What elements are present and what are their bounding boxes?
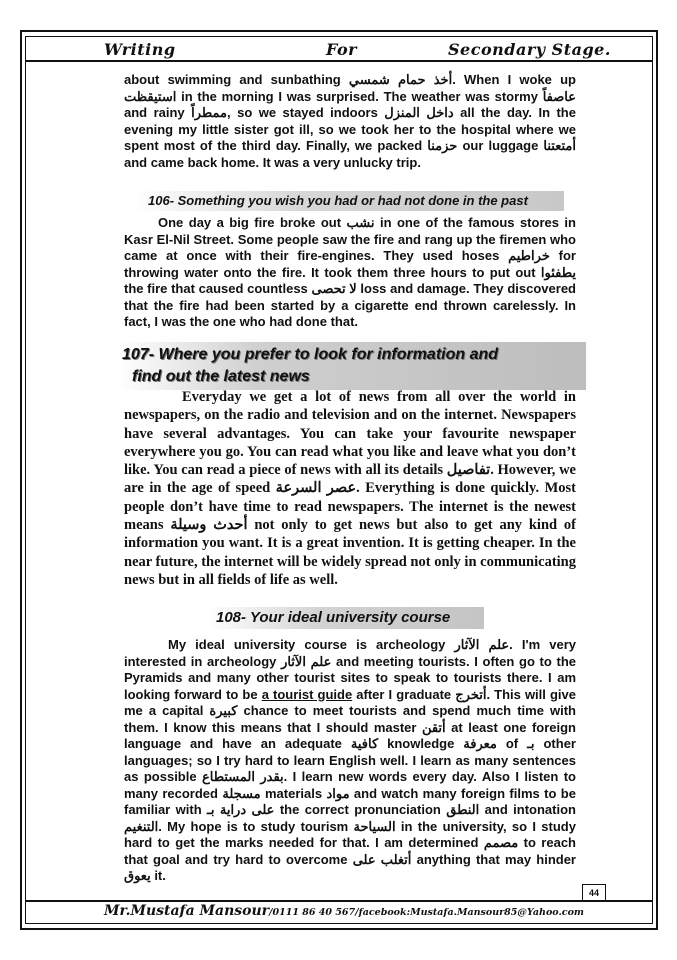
page-footer (26, 900, 652, 924)
section-106-text: One day a big fire broke out نشب in one of the famous stores in Kasr El-Nil Street. Some people saw the fire and rang up the firemen who came at once with their fire-engines. They used hoses خراطيم for throwing water onto the fire. It took them three hours to put out يطفئوا the fire that caused countless لا تحصى loss and damage. They discovered that the fire had been started by a cigarette end thrown carelessly. In fact, I was the one who had done that. (124, 215, 576, 329)
footer-contact: facebook:Mustafa.Mansour85@Yahoo.com (358, 907, 584, 918)
section-106-title: 106- Something you wish you had or had not done in the past (148, 193, 528, 208)
section-107-title-line1: 107- Where you prefer to look for information and (122, 346, 499, 363)
header-right: Secondary Stage. (448, 40, 611, 59)
section-108-text-b: after I graduate أتخرج. This will give me a capital كبيرة chance to meet tourists and spend much time with them. I know this means that I should master أتقن at least one foreign language and have an adequate كافية knowledge معرفة of بـ other languages; so I try hard to learn English well. I learn as many sentences as possible بقدر المستطاع. I learn new words every day. Also I listen to many recorded مسجلة materials مواد and watch many foreign films to be familiar with على دراية بـ the correct pronunciation النطق and intonation التنغيم. My hope is to study tourism السياحة in the university, so I study hard to get the marks needed for that. I am determined مصمم to reach that goal and try hard to overcome أتغلب على anything that may hinder يعوق it. (124, 686, 577, 883)
intro-paragraph (124, 72, 576, 171)
section-108-title: 108- Your ideal university course (216, 609, 451, 626)
footer-name: Mr.Mustafa Mansour (104, 903, 270, 919)
section-107-heading (118, 342, 586, 390)
header-left: Writing (104, 40, 176, 59)
section-107-text: Everyday we get a lot of news from all over the world in newspapers, on the radio and television and on the internet. Newspapers have several advantages. You can take your favourite newspaper everywhere you go. You can read what you like and leave what you don’t like. You can read a piece of news with all its details تفاصيل. However, we are in the age of speed عصر السرعة. Everything is done quickly. Most people don’t have time to read newspapers. The internet is the newest means أحدث وسيلة not only to get news but also to get any kind of information you want. It is a great invention. It is getting cheaper. In the near future, the internet will be widely spread not only in communicating news but in all fields of life as well. (124, 389, 576, 588)
section-108-body (124, 637, 576, 885)
section-108-heading (208, 607, 484, 629)
section-108-underlined: a tourist guide (261, 686, 353, 702)
intro-paragraph-text: about swimming and sunbathing أخذ حمام شمسي. When I woke up استيقظت in the morning I was surprised. The weather was stormy عاصفاً and rainy ممطراً, so we stayed indoors داخل المنزل all the day. In the evening my little sister got ill, so we took her to the hospital where we spent most of the third day. Finally, we packed حزمنا our luggage أمتعتنا and came back home. It was a very unlucky trip. (124, 72, 576, 170)
section-106-body (124, 215, 576, 331)
section-106-heading (132, 191, 564, 211)
header-middle: For (326, 40, 358, 59)
page-header (26, 38, 652, 62)
section-108-text-a: My ideal university course is archeology علم الآثار. I'm very interested in archeology علم الآثار and meeting tourists. I often go to the Pyramids and many other tourist sites to speak to tourists there. I am looking forward to be (124, 637, 576, 702)
section-107-body (124, 388, 576, 589)
page-number: 44 (582, 884, 606, 902)
footer-phone: /0111 86 40 567/ (269, 907, 359, 918)
section-107-title-line2: find out the latest news (132, 368, 310, 385)
